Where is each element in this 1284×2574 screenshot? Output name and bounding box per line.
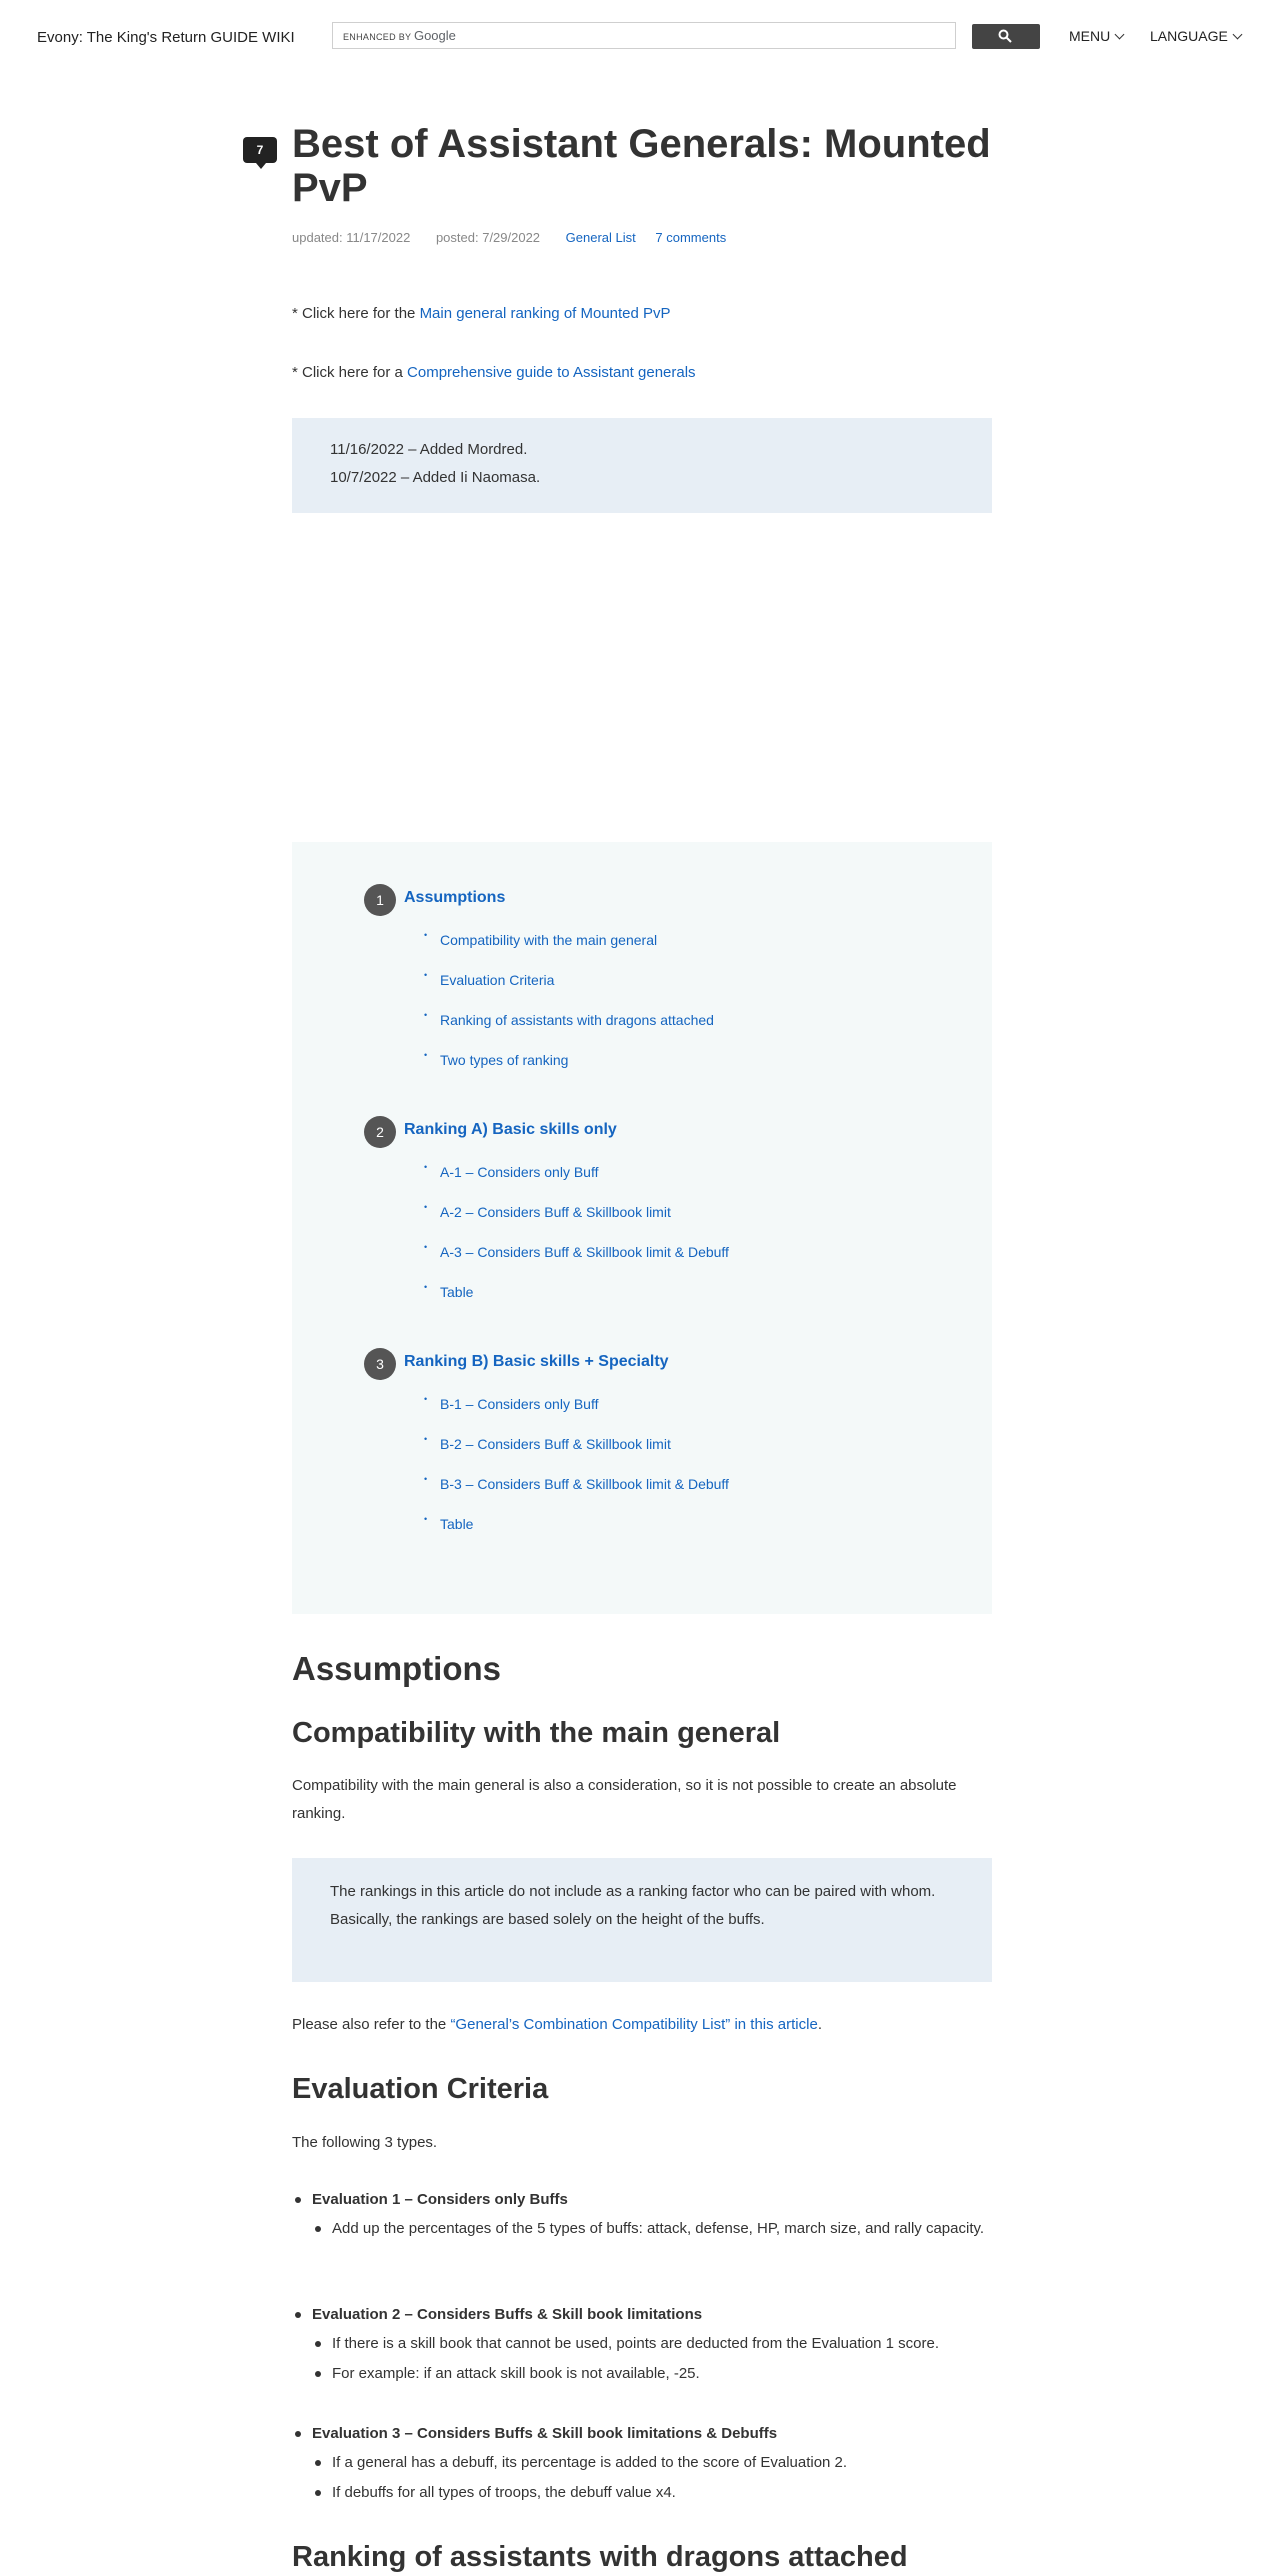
list-item: Evaluation 2 – Considers Buffs & Skill book limitations	[292, 2302, 1012, 2328]
toc-number: 1	[364, 884, 396, 916]
list-item: Add up the percentages of the 5 types of buffs: attack, defense, HP, march size, and rally capacity.	[292, 2215, 1012, 2243]
updated-date: updated: 11/17/2022	[292, 230, 411, 245]
toc-link-ranking-b[interactable]: Ranking B) Basic skills + Specialty	[404, 1353, 669, 1370]
search-icon	[998, 29, 1012, 43]
evaluation-heading: Evaluation Criteria	[292, 2073, 549, 2105]
intro-line-2: * Click here for a Comprehensive guide to Assistant generals	[292, 364, 696, 381]
language-dropdown[interactable]: LANGUAGE	[1150, 28, 1241, 44]
refer-paragraph: Please also refer to the “General’s Combination Compatibility List” in this article.	[292, 2016, 822, 2033]
toc-sub-link[interactable]: • Compatibility with the main general	[440, 932, 657, 948]
main-ranking-link[interactable]: Main general ranking of Mounted PvP	[419, 305, 671, 322]
list-item: If a general has a debuff, its percentage is added to the score of Evaluation 2.	[292, 2449, 1012, 2477]
evaluation-intro: The following 3 types.	[292, 2134, 438, 2151]
dragons-heading: Ranking of assistants with dragons attached	[292, 2541, 908, 2573]
toc-link-assumptions[interactable]: Assumptions	[404, 889, 506, 906]
site-title[interactable]: Evony: The King's Return GUIDE WIKI	[37, 29, 295, 46]
menu-dropdown[interactable]: MENU	[1069, 28, 1123, 44]
assumptions-heading: Assumptions	[292, 1650, 502, 1687]
chevron-down-icon	[1232, 30, 1242, 40]
updates-box	[292, 418, 992, 513]
compatibility-note-box	[292, 1858, 992, 1982]
search-button[interactable]	[972, 24, 1040, 49]
toc-sub-link[interactable]: • A-3 – Considers Buff & Skillbook limit & Debuff	[440, 1244, 729, 1260]
toc-sub-link[interactable]: • A-2 – Considers Buff & Skillbook limit	[440, 1204, 671, 1220]
comments-link[interactable]: 7 comments	[655, 230, 727, 245]
evaluation-list	[292, 2187, 1012, 2243]
intro-line-1: * Click here for the Main general ranking of Mounted PvP	[292, 305, 671, 322]
list-item: If there is a skill book that cannot be used, points are deducted from the Evaluation 1 score.	[292, 2330, 1012, 2358]
toc-number: 2	[364, 1116, 396, 1148]
toc-sub-link[interactable]: • Evaluation Criteria	[440, 972, 554, 988]
toc-sub-link[interactable]: • B-2 – Considers Buff & Skillbook limit	[440, 1436, 671, 1452]
toc-sub-link[interactable]: • B-3 – Considers Buff & Skillbook limit & Debuff	[440, 1476, 729, 1492]
posted-date: posted: 7/29/2022	[435, 230, 541, 245]
compatibility-heading: Compatibility with the main general	[292, 1717, 781, 1749]
evaluation-list	[292, 2421, 1012, 2507]
toc-sub-link[interactable]: • Ranking of assistants with dragons attached	[440, 1012, 714, 1028]
note-line: The rankings in this article do not include as a ranking factor who can be paired with whom.	[330, 1883, 936, 1900]
page-title: Best of Assistant Generals: Mounted PvP	[292, 122, 991, 210]
compatibility-text: Compatibility with the main general is also a consideration, so it is not possible to create an absolute ranking.	[292, 1777, 957, 1822]
search-brand-label: ENHANCED BY Google	[343, 28, 456, 43]
list-item: If debuffs for all types of troops, the debuff value x4.	[292, 2479, 1012, 2507]
chevron-down-icon	[1115, 30, 1125, 40]
list-item: For example: if an attack skill book is not available, -25.	[292, 2360, 1012, 2388]
search-box[interactable]	[332, 22, 956, 49]
toc-sub-link[interactable]: • Table	[440, 1516, 473, 1532]
update-entry: 11/16/2022 – Added Mordred.	[330, 441, 528, 458]
category-link[interactable]: General List	[565, 230, 636, 245]
toc-link-ranking-a[interactable]: Ranking A) Basic skills only	[404, 1121, 617, 1138]
evaluation-list	[292, 2302, 1012, 2388]
toc-sub-link[interactable]: • B-1 – Considers only Buff	[440, 1396, 599, 1412]
toc-sub-link[interactable]: • Two types of ranking	[440, 1052, 568, 1068]
compatibility-list-link[interactable]: “General’s Combination Compatibility List” in this article	[450, 2016, 818, 2033]
update-entry: 10/7/2022 – Added Ii Naomasa.	[330, 469, 541, 486]
comment-count-badge[interactable]: 7	[243, 137, 277, 163]
toc-number: 3	[364, 1348, 396, 1380]
note-line: Basically, the rankings are based solely on the height of the buffs.	[330, 1911, 765, 1928]
toc-sub-link[interactable]: • A-1 – Considers only Buff	[440, 1164, 599, 1180]
search-input[interactable]	[451, 25, 945, 48]
list-item: Evaluation 3 – Considers Buffs & Skill book limitations & Debuffs	[292, 2421, 1012, 2447]
assistant-guide-link[interactable]: Comprehensive guide to Assistant generals	[407, 364, 696, 381]
toc-sub-link[interactable]: • Table	[440, 1284, 473, 1300]
table-of-contents	[292, 842, 992, 1614]
post-meta	[292, 230, 726, 245]
site-header	[0, 0, 1284, 72]
list-item: Evaluation 1 – Considers only Buffs	[292, 2187, 1012, 2213]
